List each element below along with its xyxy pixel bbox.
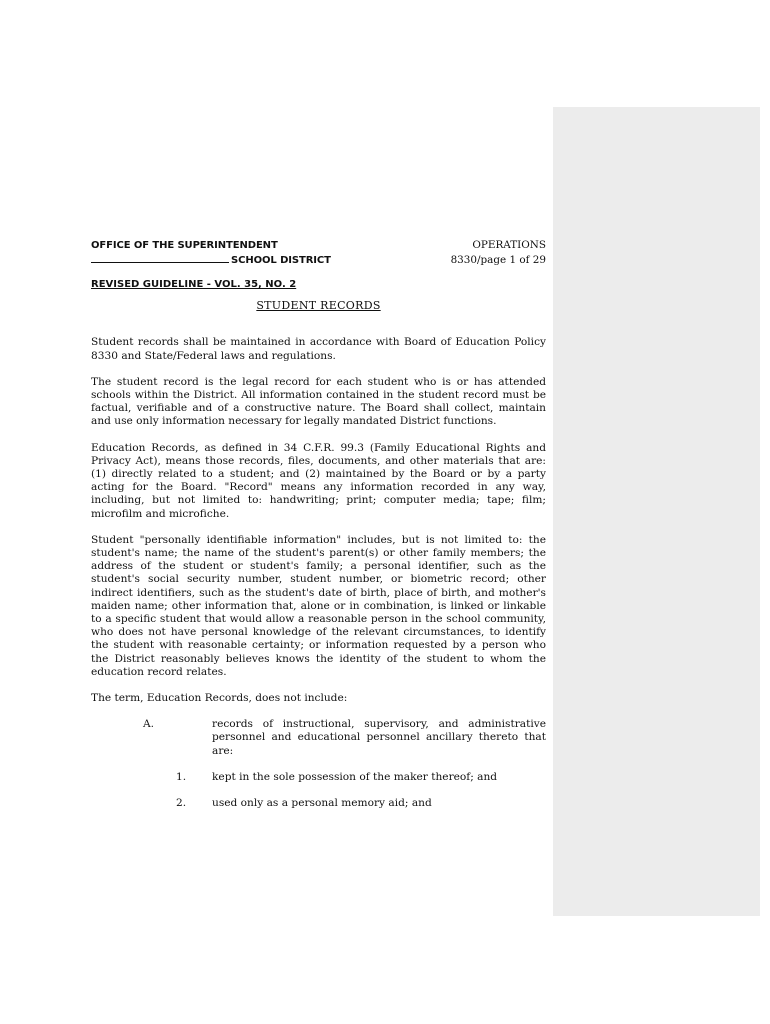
header-row-1	[91, 239, 546, 253]
district-heading	[91, 253, 331, 267]
district-suffix: SCHOOL DISTRICT	[231, 255, 331, 266]
paragraph: The student record is the legal record for each student who is or has attended schools within the District. All information contained in the student record must be factual, verifiable and of a constructive nature. The Board shall collect, maintain and use only information necessary for legally mandated District functions.	[91, 375, 546, 428]
list-marker: A.	[143, 718, 155, 731]
paragraph: Education Records, as defined in 34 C.F.R. 99.3 (Family Educational Rights and Privacy Act), means those records, files, documents, and other materials that are: (1) directly related to a student; and (2) maintained by the Board or by a party acting for the Board. "Record" means any information recorded in any way, including, but not limited to: handwriting; print; computer media; tape; film; microfilm and microfiche.	[91, 441, 546, 520]
list-marker: 1.	[176, 770, 187, 783]
document-body	[91, 239, 546, 810]
list-text: records of instructional, supervisory, and administrative personnel and educational personnel ancillary thereto that are:	[212, 718, 546, 757]
revised-guideline: REVISED GUIDELINE - VOL. 35, NO. 2	[91, 279, 297, 290]
list-item	[91, 771, 546, 784]
comment-pane	[553, 107, 760, 916]
section-label: OPERATIONS	[472, 239, 546, 251]
office-heading: OFFICE OF THE SUPERINTENDENT	[91, 240, 278, 251]
list-marker: 2.	[176, 797, 187, 810]
paragraph: Student "personally identifiable information" includes, but is not limited to: the student's name; the name of the student's parent(s) or other family members; the address of the student or student's family; a personal identifier, such as the student's social security number, student number, or biometric record; other indirect identifiers, such as the student's date of birth, place of birth, and mother's maiden name; other information that, alone or in combination, is linked or linkable to a specific student that would allow a reasonable person in the school community, who does not have personal knowledge of the relevant circumstances, to identify the student with reasonable certainty; or information requested by a person who the District reasonably believes knows the identity of the student to whom the education record relates.	[91, 533, 546, 678]
document-title: STUDENT RECORDS	[256, 299, 381, 313]
list-item	[91, 797, 546, 810]
list-text: kept in the sole possession of the maker thereof; and	[212, 770, 498, 783]
paragraph: Student records shall be maintained in accordance with Board of Education Policy 8330 and State/Federal laws and regulations.	[91, 336, 546, 362]
page-ref: 8330/page 1 of 29	[450, 254, 546, 266]
paragraph: The term, Education Records, does not include:	[91, 692, 348, 705]
district-blank-line	[91, 253, 229, 263]
header-row-2	[91, 253, 546, 267]
list-item	[91, 718, 546, 758]
list-text: used only as a personal memory aid; and	[212, 797, 432, 810]
